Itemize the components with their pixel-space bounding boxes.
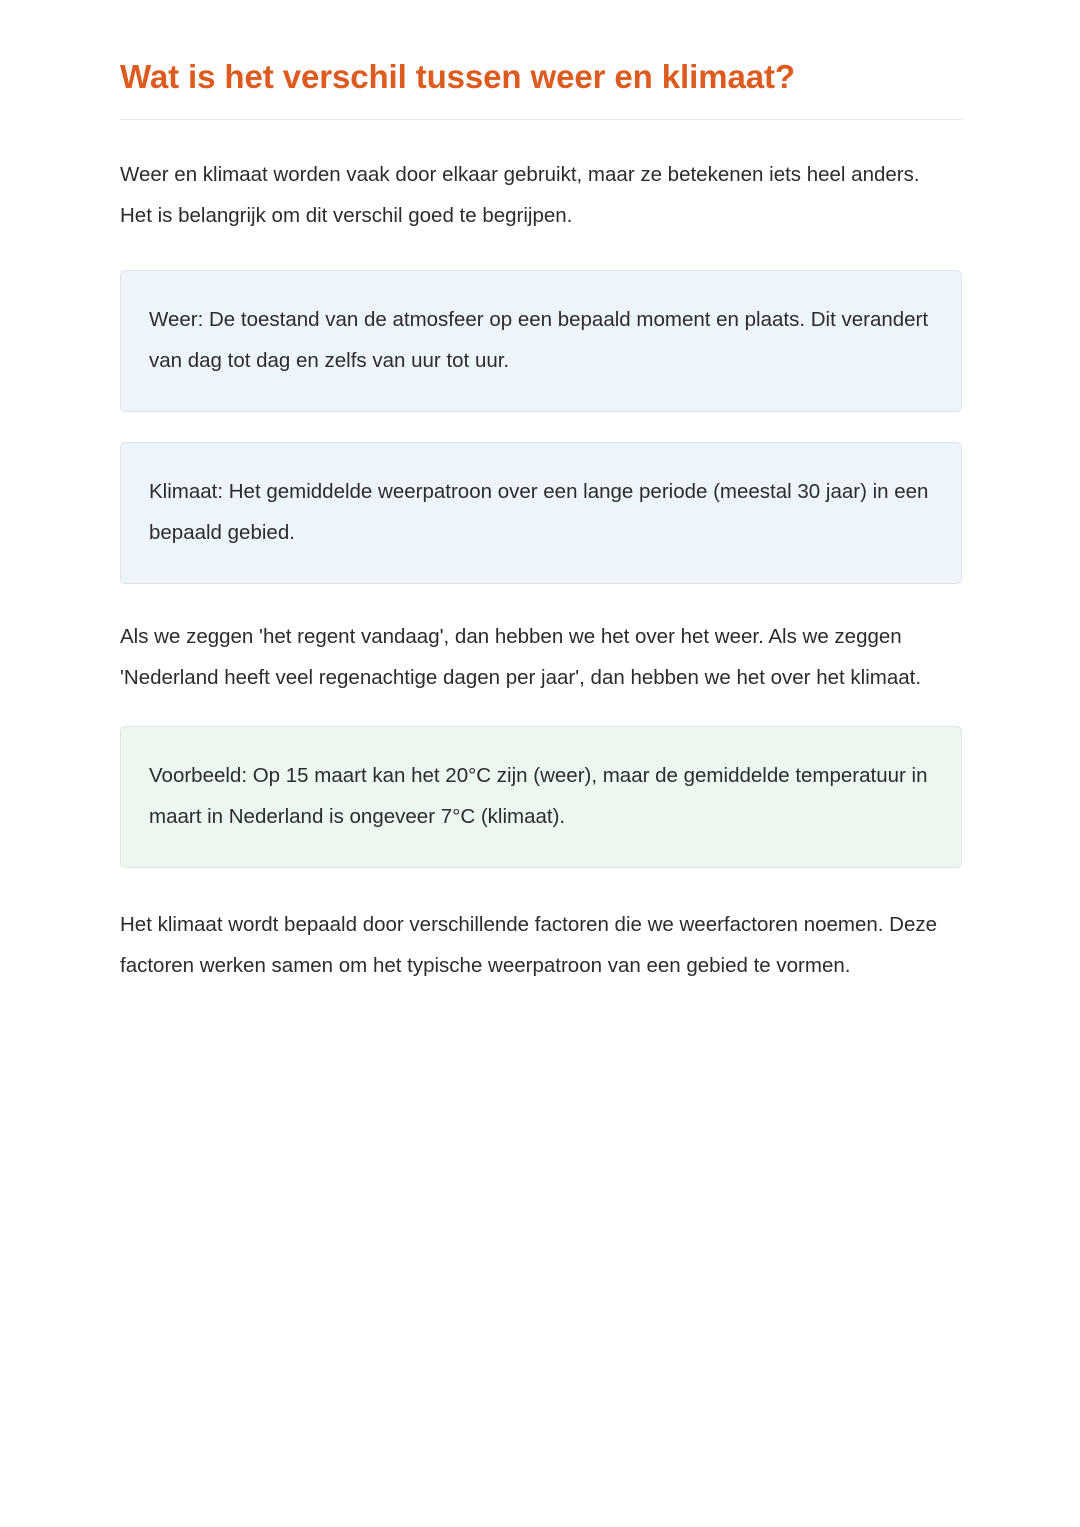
spacer [120, 698, 962, 726]
spacer [120, 412, 962, 442]
spacer [120, 236, 962, 270]
example-callout-text: Voorbeeld: Op 15 maart kan het 20°C zijn (weer), maar de gemiddelde temperatuur in maart in Nederland is ongeveer 7°C (klimaat). [149, 764, 928, 829]
definition-callout-weer [120, 270, 962, 412]
page-title: Wat is het verschil tussen weer en klimaat? [120, 58, 795, 95]
spacer [120, 868, 962, 904]
closing-paragraph: Het klimaat wordt bepaald door verschillende factoren die we weerfactoren noemen. Deze factoren werken samen om het typische weerpatroon van een gebied te vormen. [120, 913, 938, 978]
comparison-paragraph: Als we zeggen 'het regent vandaag', dan hebben we het over het weer. Als we zeggen 'Nederland heeft veel regenachtige dagen per jaar', dan hebben we het over het klimaat. [120, 625, 922, 690]
intro-paragraph: Weer en klimaat worden vaak door elkaar gebruikt, maar ze betekenen iets heel anders. Het is belangrijk om dit verschil goed te begrijpen. [120, 163, 920, 228]
definition-klimaat-text: Klimaat: Het gemiddelde weerpatroon over een lange periode (meestal 30 jaar) in een bepaald gebied. [149, 480, 929, 545]
example-callout [120, 726, 962, 868]
definition-weer-text: Weer: De toestand van de atmosfeer op een bepaald moment en plaats. Dit verandert van dag tot dag en zelfs van uur tot uur. [149, 308, 929, 373]
definition-callout-klimaat [120, 442, 962, 584]
title-divider [120, 119, 962, 120]
spacer [120, 584, 962, 616]
